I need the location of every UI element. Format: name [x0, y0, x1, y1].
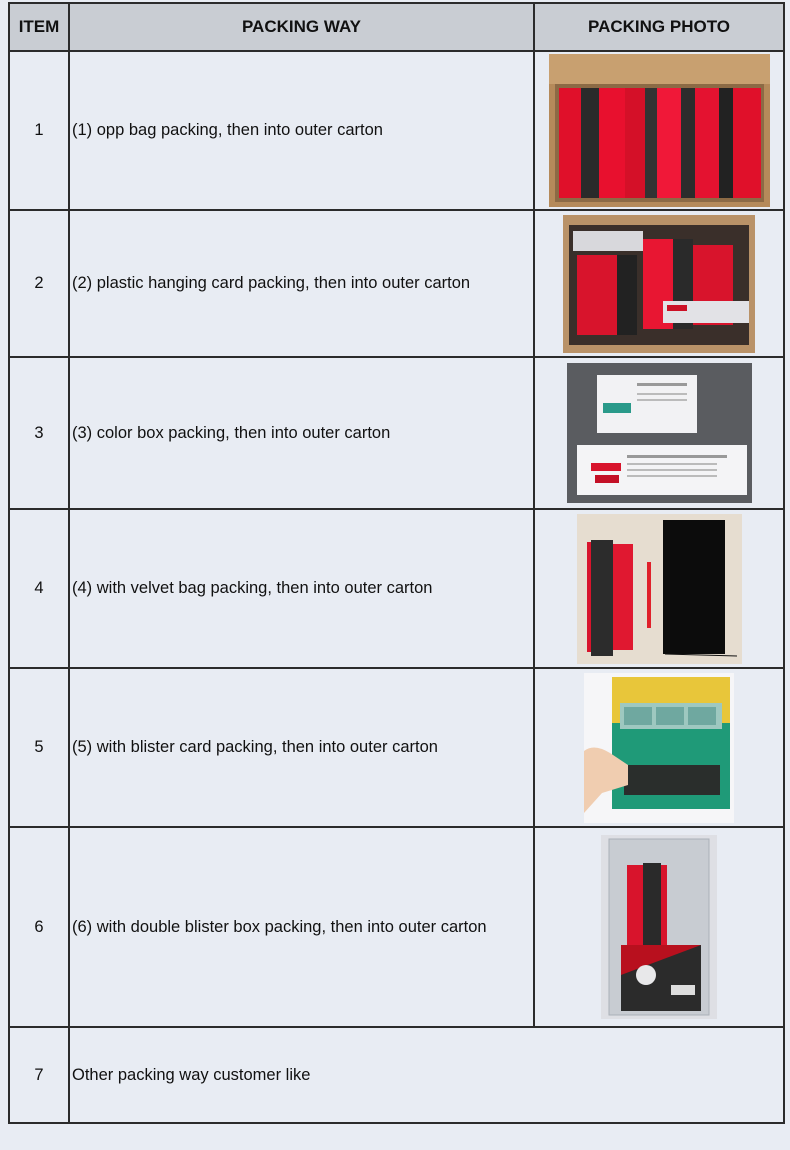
packing-way-text: (5) with blister card packing, then into outer carton: [69, 668, 534, 827]
item-number: 7: [9, 1027, 69, 1123]
packing-way-text: (3) color box packing, then into outer carton: [69, 357, 534, 509]
item-number: 6: [9, 827, 69, 1027]
packing-table: [8, 2, 785, 1124]
carton-red-gauges-photo: [549, 54, 770, 207]
table-row: [9, 1027, 784, 1123]
packing-way-text: (2) plastic hanging card packing, then into outer carton: [69, 210, 534, 357]
table-row: [9, 357, 784, 509]
header-item: ITEM: [9, 3, 69, 51]
item-number: 1: [9, 51, 69, 210]
blister-card-photo: [584, 673, 734, 823]
header-row: [9, 3, 784, 51]
table-row: [9, 51, 784, 210]
header-packing-way: PACKING WAY: [69, 3, 534, 51]
table-row: [9, 668, 784, 827]
item-number: 3: [9, 357, 69, 509]
velvet-bag-photo: [577, 514, 742, 664]
table-row: [9, 509, 784, 668]
table-row: [9, 210, 784, 357]
packing-way-text: Other packing way customer like: [69, 1027, 784, 1123]
item-number: 5: [9, 668, 69, 827]
table-row: [9, 827, 784, 1027]
packing-way-text: (1) opp bag packing, then into outer carton: [69, 51, 534, 210]
packing-way-text: (4) with velvet bag packing, then into outer carton: [69, 509, 534, 668]
item-number: 4: [9, 509, 69, 668]
header-packing-photo: PACKING PHOTO: [534, 3, 784, 51]
item-number: 2: [9, 210, 69, 357]
double-blister-box-photo: [601, 835, 717, 1019]
hanging-card-carton-photo: [563, 215, 755, 353]
packing-way-text: (6) with double blister box packing, then into outer carton: [69, 827, 534, 1027]
color-box-photo: [567, 363, 752, 503]
